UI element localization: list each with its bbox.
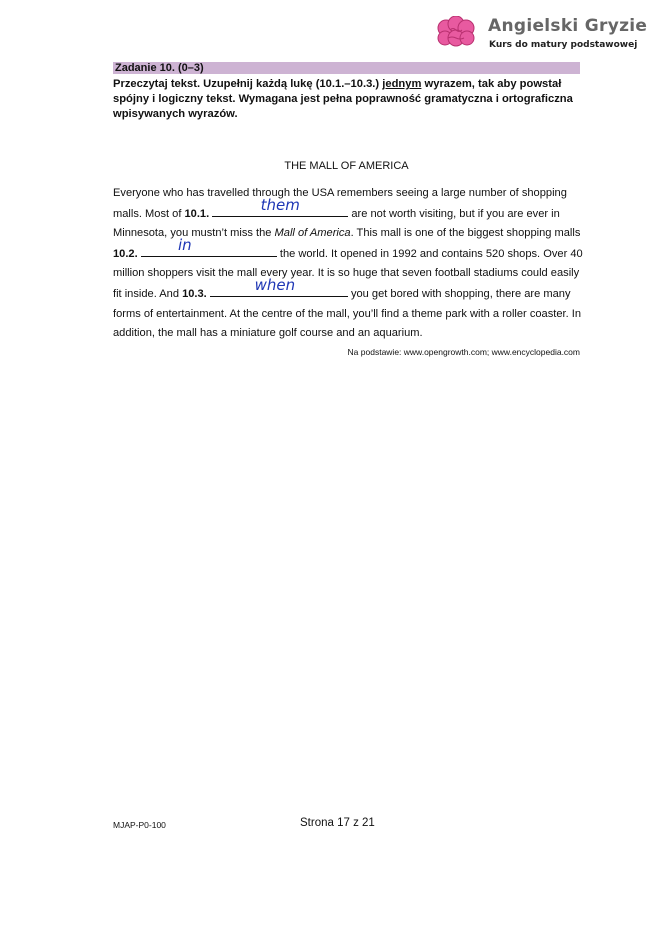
- mall-name: Mall of America: [274, 227, 351, 240]
- source-note: Na podstawie: www.opengrowth.com; www.encyclopedia.com: [347, 347, 580, 357]
- instruction-text-1: Przeczytaj tekst. Uzupełnij każdą lukę (10.1.–10.3.): [113, 78, 383, 90]
- brand-logo: [436, 14, 656, 54]
- instruction-text-2: wyrazem, tak aby powstał spójny i logiczny tekst. Wymagana jest pełna poprawność gramatyczna i ortograficzna wpisywanych wyrazów.: [113, 78, 573, 120]
- text-segment: are not worth visiting, but if you are ever in Minnesota, you mustn’t miss the: [113, 207, 560, 240]
- page-number: Strona 17 z 21: [300, 817, 375, 829]
- gap-label-10-2: 10.2.: [113, 247, 138, 260]
- brain-icon: [436, 16, 476, 50]
- handwritten-answer-10-1: them: [260, 195, 300, 214]
- gap-10-1[interactable]: [212, 195, 348, 217]
- logo-subtitle: Kurs do matury podstawowej: [489, 40, 638, 50]
- task-instruction: [113, 77, 583, 122]
- reading-text: [113, 184, 583, 344]
- gap-10-3[interactable]: [210, 275, 348, 297]
- text-segment: Everyone who has travelled through the USA remembers seeing a large number of shopping malls. Most of: [113, 187, 567, 220]
- text-title: THE MALL OF AMERICA: [284, 160, 409, 172]
- task-header: Zadanie 10. (0–3): [113, 62, 580, 74]
- text-segment: . This mall is one of the biggest shopping malls: [350, 227, 581, 240]
- gap-10-2[interactable]: [141, 235, 277, 257]
- text-segment: you get bored with shopping, there are many forms of entertainment. At the centre of the mall, you’ll find a theme park with a roller coaster. In addition, the mall has a miniature golf course and an aquarium.: [113, 287, 582, 340]
- instruction-underlined-word: jednym: [382, 78, 422, 90]
- exam-code: MJAP-P0-100: [113, 820, 166, 830]
- logo-title: Angielski Gryzie: [488, 16, 648, 36]
- text-segment: the world. It opened in 1992 and contains 520 shops. Over 40 million shoppers visit the mall every year. It is so huge that seven football stadiums could easily fit inside. And: [113, 247, 583, 300]
- handwritten-answer-10-2: in: [177, 235, 192, 254]
- handwritten-answer-10-3: when: [254, 275, 296, 294]
- gap-label-10-1: 10.1.: [184, 207, 210, 220]
- gap-label-10-3: 10.3.: [182, 287, 207, 300]
